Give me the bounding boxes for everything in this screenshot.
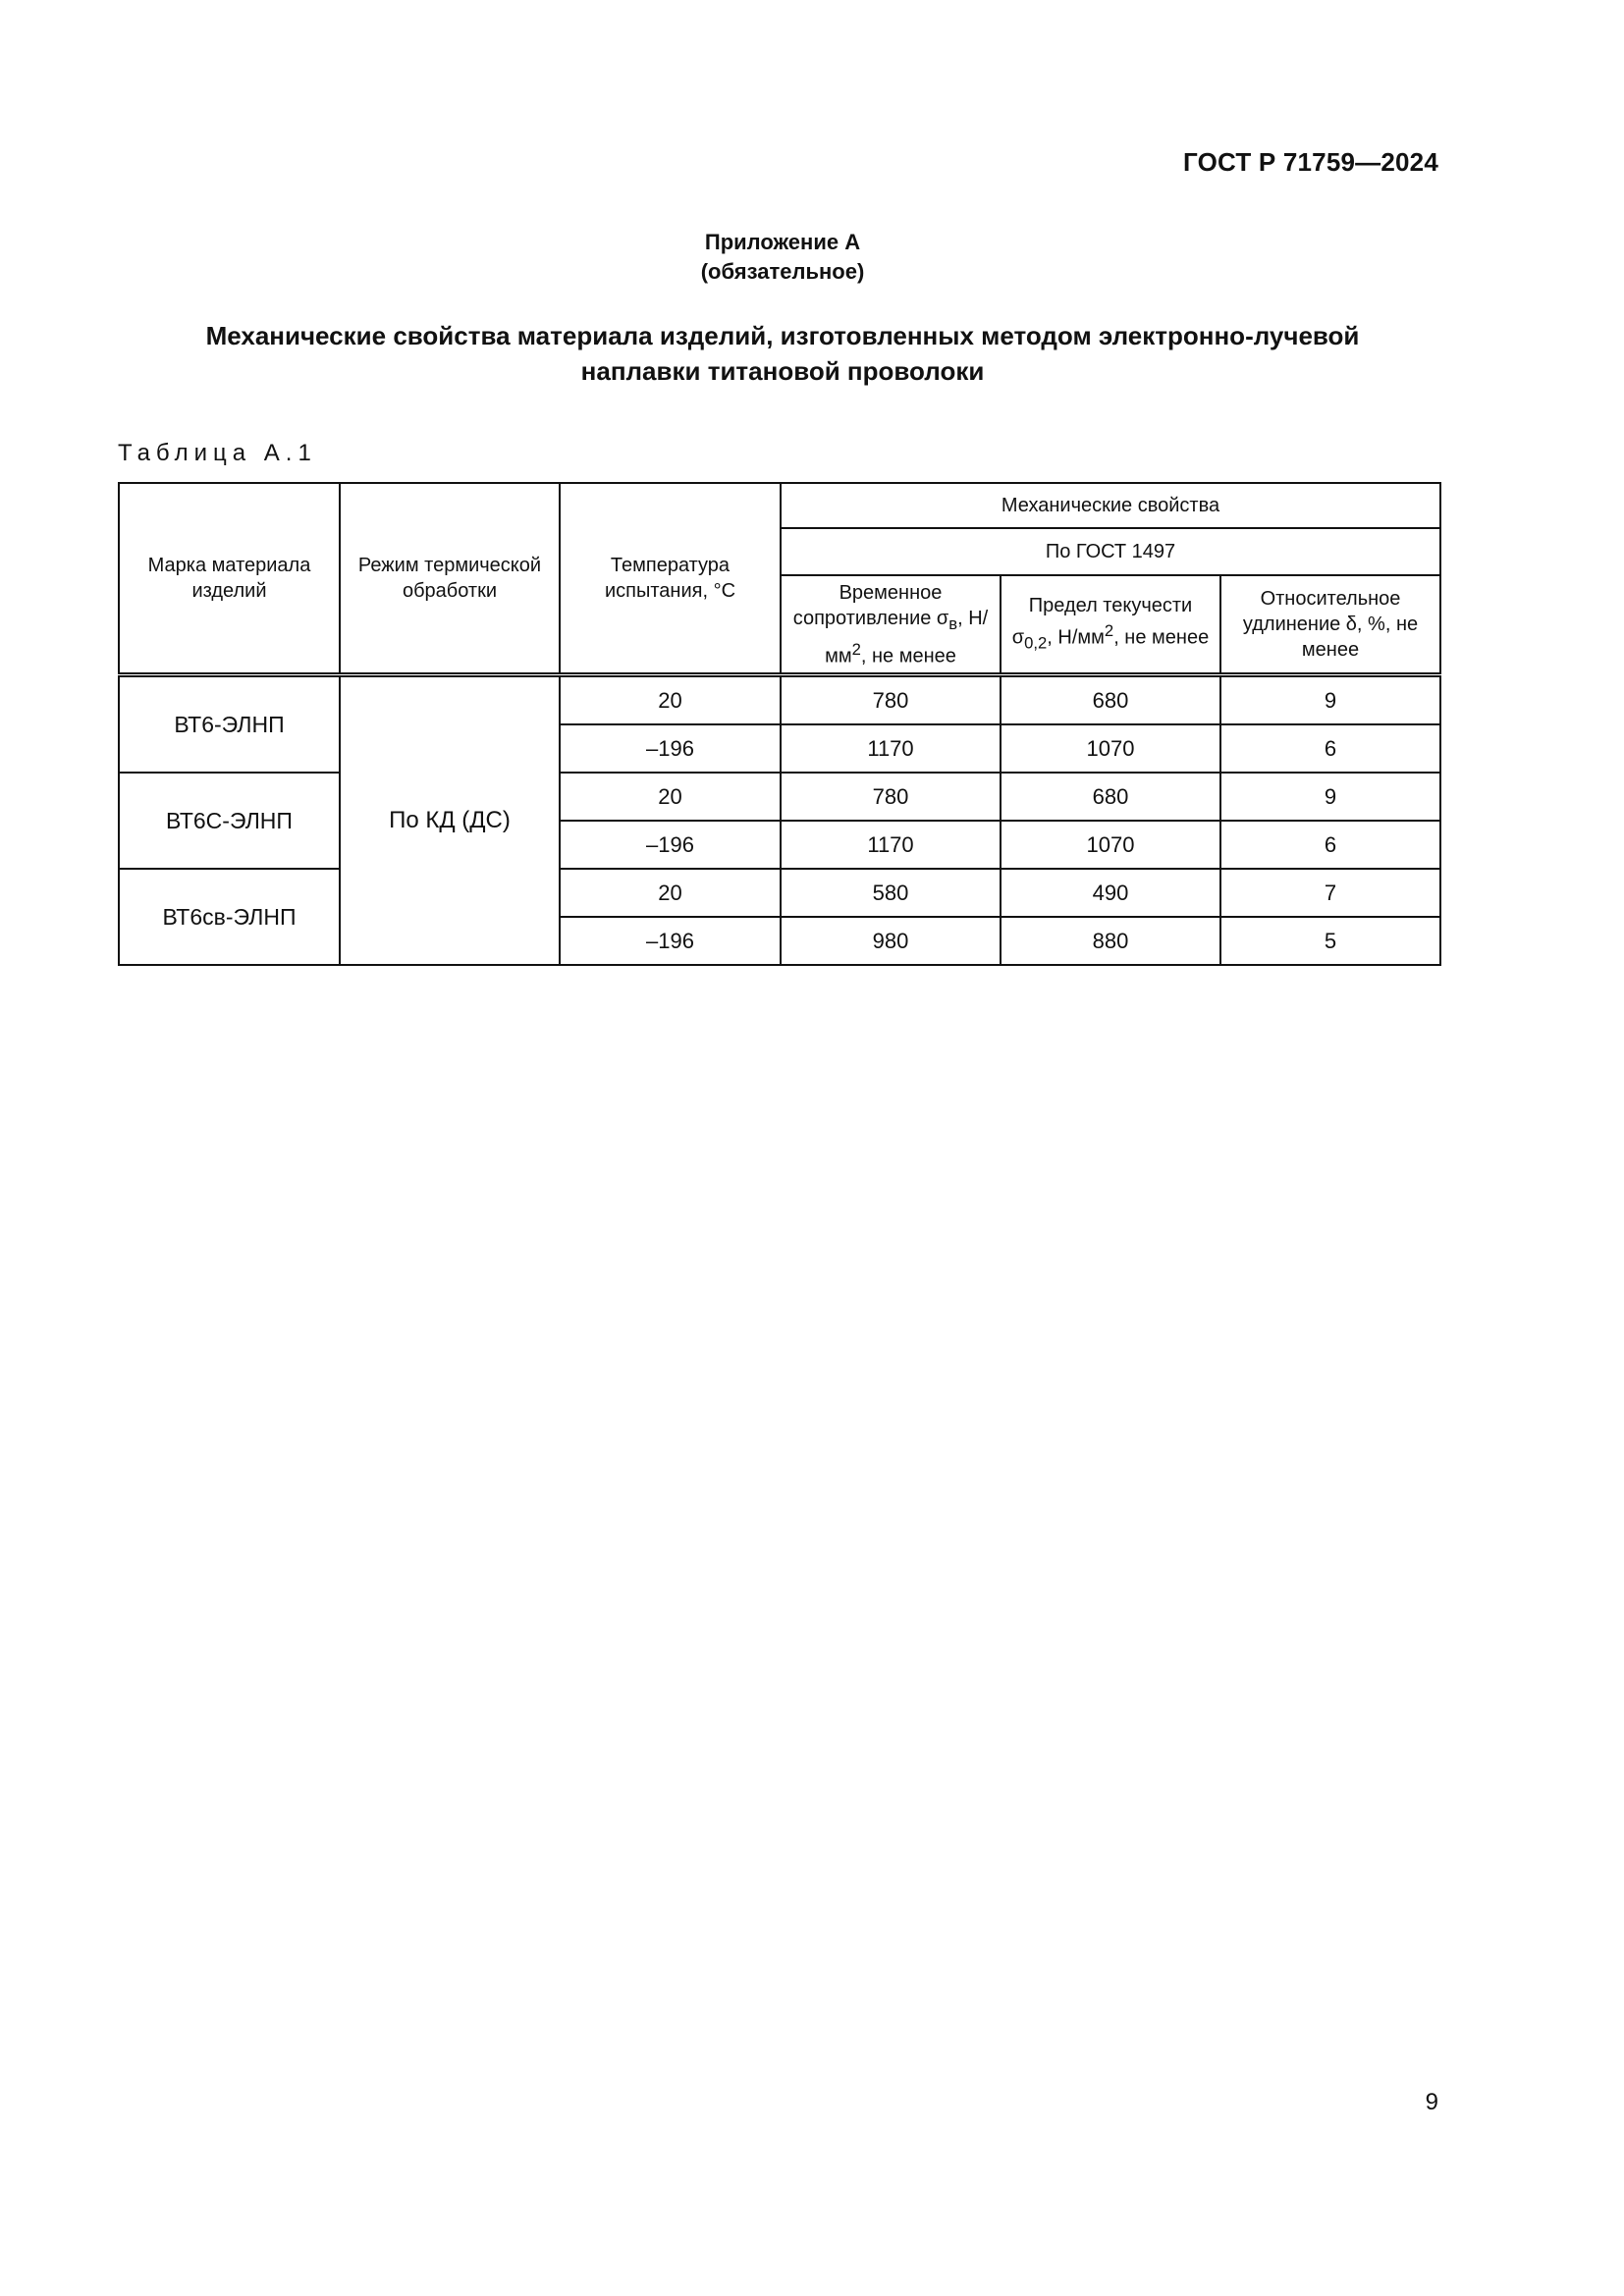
document-code: ГОСТ Р 71759—2024: [1183, 147, 1438, 177]
header-tensile-strength: Временное сопротивление $\sigma_в$, $Н/мм^2$, не менее: [781, 575, 1001, 675]
tensile-cell: 1170: [781, 821, 1001, 869]
appendix-status: (обязательное): [700, 259, 865, 284]
section-title: [118, 318, 1447, 389]
elongation-cell: 7: [1220, 869, 1440, 917]
yield-cell: 490: [1001, 869, 1220, 917]
appendix-heading: [0, 228, 1565, 287]
header-temperature: Температура испытания, °С: [560, 483, 781, 675]
header-yield-strength: Предел текучести $\sigma_{0,2}$, $Н/мм^2$, не менее: [1001, 575, 1220, 675]
tensile-cell: 1170: [781, 724, 1001, 773]
section-title-line1: Механические свойства материала изделий, изготовленных методом электронно-лучевой: [205, 321, 1360, 350]
header-mechanical-properties: Механические свойства: [781, 483, 1440, 528]
header-grade: Марка материала изделий: [119, 483, 340, 675]
table-header-row: [119, 483, 1440, 528]
temperature-cell: –196: [560, 724, 781, 773]
header-elongation: Относительное удлинение δ, %, не менее: [1220, 575, 1440, 675]
temperature-cell: 20: [560, 869, 781, 917]
elongation-cell: 6: [1220, 821, 1440, 869]
temperature-cell: 20: [560, 773, 781, 821]
grade-cell: ВТ6С-ЭЛНП: [119, 773, 340, 869]
temperature-cell: –196: [560, 917, 781, 965]
table-row: [119, 869, 1440, 917]
appendix-title: Приложение А: [704, 230, 861, 254]
grade-cell: ВТ6св-ЭЛНП: [119, 869, 340, 965]
page-number: 9: [1425, 2089, 1438, 2115]
elongation-cell: 6: [1220, 724, 1440, 773]
table-row: [119, 675, 1440, 725]
elongation-cell: 9: [1220, 773, 1440, 821]
tensile-cell: 980: [781, 917, 1001, 965]
yield-cell: 680: [1001, 675, 1220, 725]
header-standard: По ГОСТ 1497: [781, 528, 1440, 575]
temperature-cell: 20: [560, 675, 781, 725]
elongation-cell: 9: [1220, 675, 1440, 725]
mechanical-properties-table: [118, 482, 1441, 966]
temperature-cell: –196: [560, 821, 781, 869]
grade-cell: ВТ6-ЭЛНП: [119, 675, 340, 774]
tensile-cell: 780: [781, 675, 1001, 725]
tensile-cell: 580: [781, 869, 1001, 917]
tensile-cell: 780: [781, 773, 1001, 821]
elongation-cell: 5: [1220, 917, 1440, 965]
table-row: [119, 773, 1440, 821]
header-heat-treatment: Режим термической обработки: [340, 483, 560, 675]
yield-cell: 1070: [1001, 821, 1220, 869]
yield-cell: 880: [1001, 917, 1220, 965]
yield-cell: 680: [1001, 773, 1220, 821]
yield-cell: 1070: [1001, 724, 1220, 773]
section-title-line2: наплавки титановой проволоки: [580, 356, 985, 386]
heat-treatment-cell: По КД (ДС): [340, 675, 560, 966]
table-caption: Таблица А.1: [118, 440, 317, 466]
